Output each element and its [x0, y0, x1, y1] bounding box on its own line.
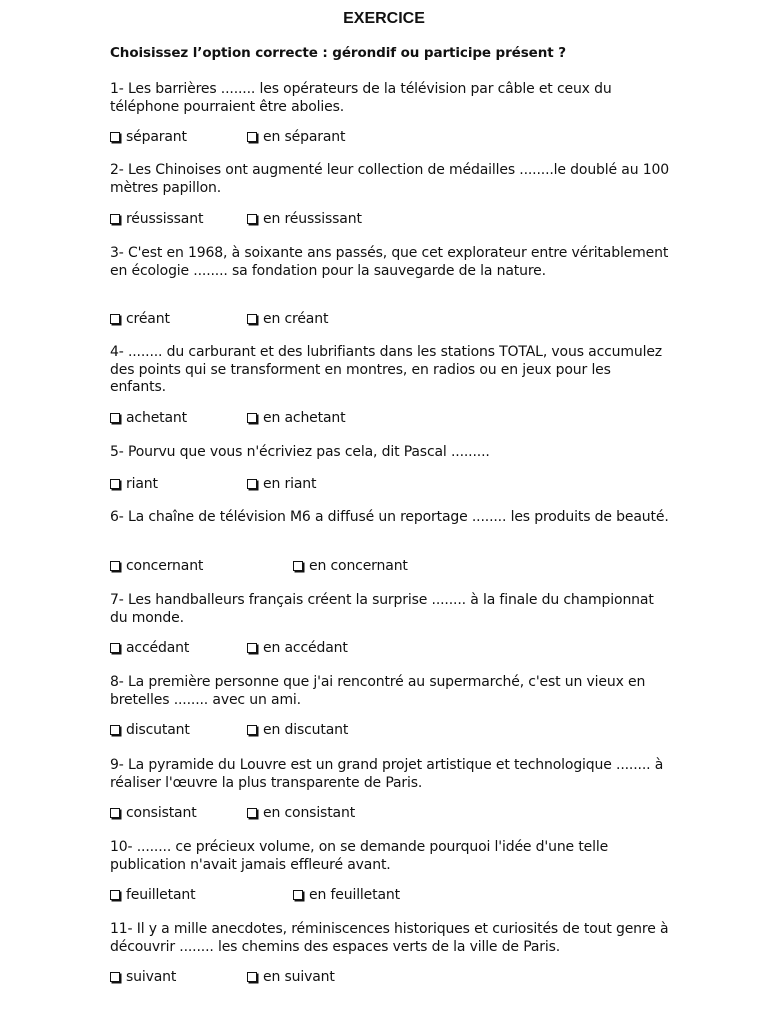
checkbox-icon[interactable] [247, 725, 257, 735]
question-9: 9- La pyramide du Louvre est un grand projet artistique et technologique ........ à réaliser l'œuvre la plus transparente de Paris. [110, 757, 664, 791]
question-5: 5- Pourvu que vous n'écriviez pas cela, dit Pascal ......... [110, 444, 490, 460]
checkbox-icon[interactable] [293, 890, 303, 900]
option-2b[interactable]: en réussissant [247, 211, 362, 227]
option-2a[interactable]: réussissant [110, 211, 203, 227]
checkbox-icon[interactable] [247, 808, 257, 818]
option-5a[interactable]: riant [110, 476, 158, 492]
checkbox-icon[interactable] [110, 561, 120, 571]
question-6: 6- La chaîne de télévision M6 a diffusé un reportage ........ les produits de beauté. [110, 509, 669, 525]
option-6a[interactable]: concernant [110, 558, 203, 574]
option-1a[interactable]: séparant [110, 129, 187, 145]
checkbox-icon[interactable] [247, 643, 257, 653]
option-1b[interactable]: en séparant [247, 129, 345, 145]
checkbox-icon[interactable] [110, 890, 120, 900]
question-1: 1- Les barrières ........ les opérateurs de la télévision par câble et ceux du téléphone pourraient être abolies. [110, 81, 612, 115]
checkbox-icon[interactable] [110, 413, 120, 423]
checkbox-icon[interactable] [293, 561, 303, 571]
option-11a[interactable]: suivant [110, 969, 176, 985]
checkbox-icon[interactable] [247, 132, 257, 142]
checkbox-icon[interactable] [110, 725, 120, 735]
checkbox-icon[interactable] [247, 479, 257, 489]
option-9b[interactable]: en consistant [247, 805, 355, 821]
question-4: 4- ........ du carburant et des lubrifiants dans les stations TOTAL, vous accumulez des points qui se transforment en montres, en radios ou en jeux pour les enfants. [110, 344, 663, 395]
option-10b[interactable]: en feuilletant [293, 887, 400, 903]
checkbox-icon[interactable] [247, 314, 257, 324]
checkbox-icon[interactable] [110, 643, 120, 653]
option-4a[interactable]: achetant [110, 410, 187, 426]
question-10: 10- ........ ce précieux volume, on se demande pourquoi l'idée d'une telle publication n'avait jamais effleuré avant. [110, 839, 609, 873]
option-6b[interactable]: en concernant [293, 558, 408, 574]
checkbox-icon[interactable] [247, 972, 257, 982]
page-title: EXERCICE [343, 10, 425, 27]
option-11b[interactable]: en suivant [247, 969, 335, 985]
option-9a[interactable]: consistant [110, 805, 197, 821]
option-8a[interactable]: discutant [110, 722, 190, 738]
checkbox-icon[interactable] [247, 214, 257, 224]
question-7: 7- Les handballeurs français créent la surprise ........ à la finale du championnat du monde. [110, 592, 654, 626]
instruction-text: Choisissez l’option correcte : gérondif ou participe présent ? [110, 45, 566, 61]
question-2: 2- Les Chinoises ont augmenté leur collection de médailles ........le doublé au 100 mètres papillon. [110, 162, 670, 196]
option-8b[interactable]: en discutant [247, 722, 348, 738]
checkbox-icon[interactable] [110, 808, 120, 818]
option-5b[interactable]: en riant [247, 476, 316, 492]
checkbox-icon[interactable] [110, 132, 120, 142]
checkbox-icon[interactable] [247, 413, 257, 423]
option-3a[interactable]: créant [110, 311, 170, 327]
option-7a[interactable]: accédant [110, 640, 189, 656]
option-10a[interactable]: feuilletant [110, 887, 195, 903]
checkbox-icon[interactable] [110, 972, 120, 982]
checkbox-icon[interactable] [110, 314, 120, 324]
question-3: 3- C'est en 1968, à soixante ans passés, que cet explorateur entre véritablement en écologie ........ sa fondation pour la sauvegarde de la nature. [110, 245, 669, 279]
option-4b[interactable]: en achetant [247, 410, 345, 426]
option-3b[interactable]: en créant [247, 311, 328, 327]
question-11: 11- Il y a mille anecdotes, réminiscences historiques et curiosités de tout genre à découvrir ........ les chemins des espaces verts de la ville de Paris. [110, 921, 669, 955]
checkbox-icon[interactable] [110, 214, 120, 224]
checkbox-icon[interactable] [110, 479, 120, 489]
option-7b[interactable]: en accédant [247, 640, 348, 656]
question-8: 8- La première personne que j'ai rencontré au supermarché, c'est un vieux en bretelles ........ avec un ami. [110, 674, 646, 708]
